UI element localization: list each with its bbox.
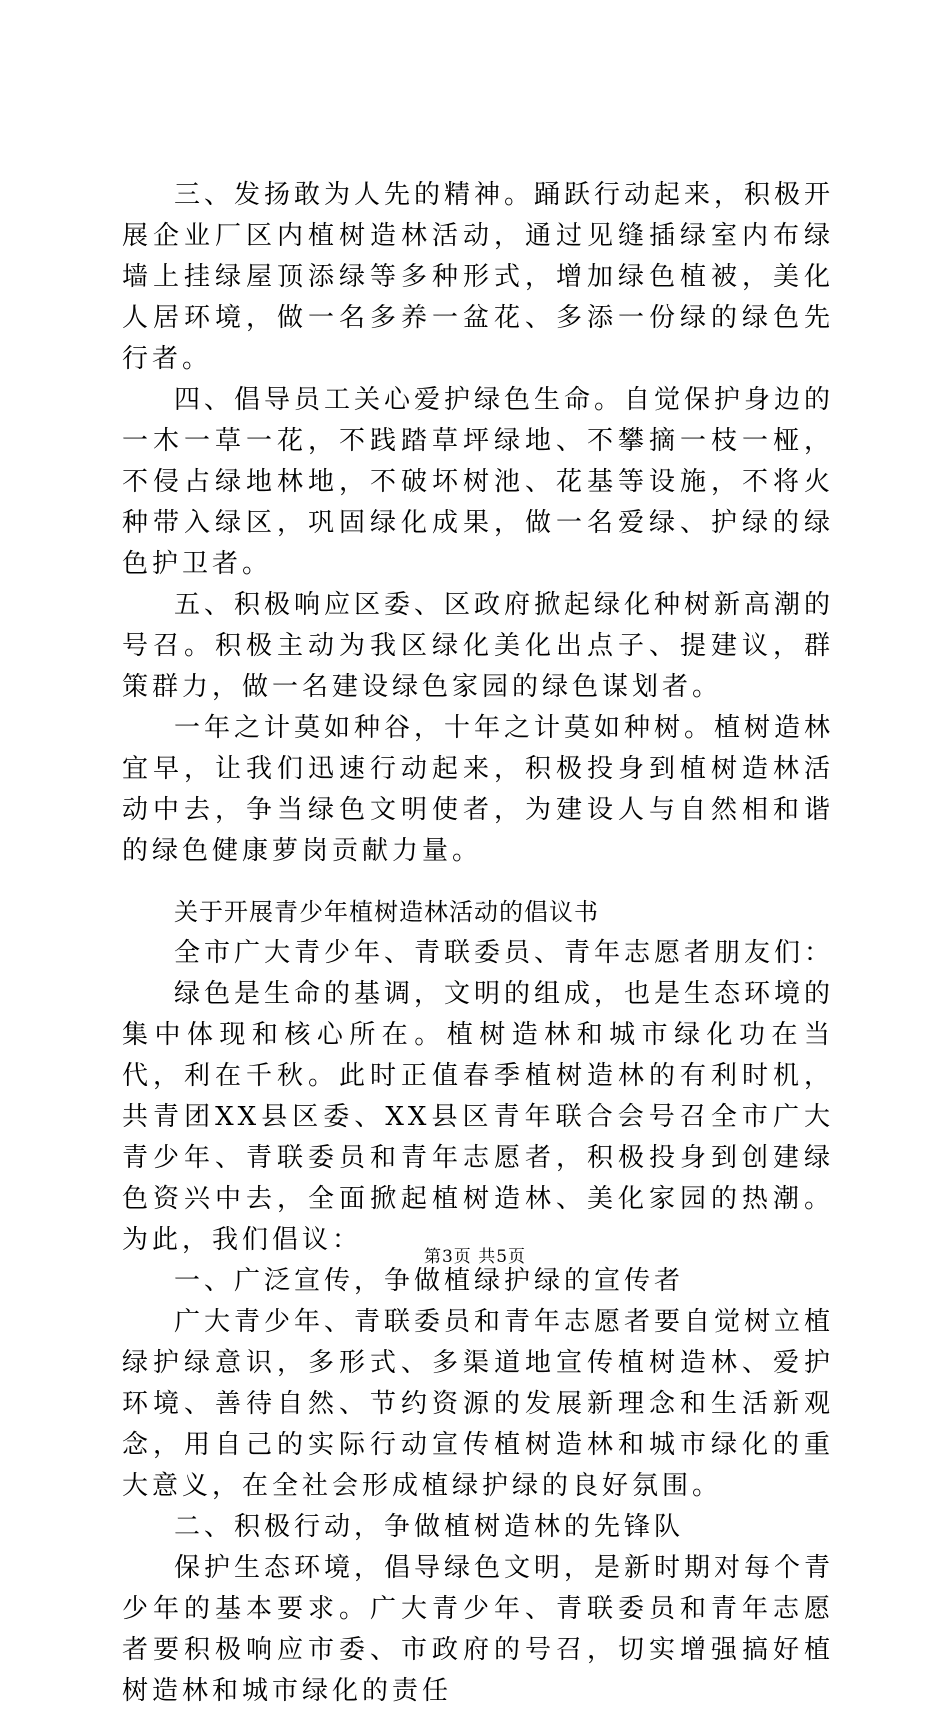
- paragraph-point-five: 五、积极响应区委、区政府掀起绿化种树新高潮的号召。积极主动为我区绿化美化出点子、提建议，群策群力，做一名建设绿色家园的绿色谋划者。: [122, 590, 835, 702]
- document-body: [122, 175, 834, 1712]
- paragraph-closing: 一年之计莫如种谷，十年之计莫如种树。植树造林宜早，让我们迅速行动起来，积极投身到植树造林活动中去，争当绿色文明使者，为建设人与自然相和谐的绿色健康萝岗贡献力量。: [122, 713, 835, 866]
- page-number-footer: 第3页 共5页: [423, 1247, 527, 1267]
- paragraph-point-one: 广大青少年、青联委员和青年志愿者要自觉树立植绿护绿意识，多形式、多渠道地宣传植树造林、爱护环境、善待自然、节约资源的发展新理念和生活新观念，用自己的实际行动宣传植树造林和城市绿化的重大意义，在全社会形成植绿护绿的良好氛围。: [122, 1307, 835, 1501]
- paragraph-point-four: 四、倡导员工关心爱护绿色生命。自觉保护身边的一木一草一花，不践踏草坪绿地、不攀摘一枝一桠，不侵占绿地林地，不破坏树池、花基等设施，不将火种带入绿区，巩固绿化成果，做一名爱绿、护绿的绿色护卫者。: [122, 385, 835, 579]
- paragraph-point-two: 保护生态环境，倡导绿色文明，是新时期对每个青少年的基本要求。广大青少年、青联委员和青年志愿者要积极响应市委、市政府的号召，切实增强搞好植树造林和城市绿化的责任: [122, 1553, 835, 1706]
- heading-point-one: 一、广泛宣传，争做植绿护绿的宣传者: [174, 1266, 685, 1296]
- salutation: 全市广大青少年、青联委员、青年志愿者朋友们：: [174, 938, 835, 968]
- section-title: 关于开展青少年植树造林活动的倡议书: [174, 898, 599, 926]
- heading-point-two: 二、积极行动，争做植树造林的先锋队: [174, 1512, 685, 1542]
- paragraph-intro: 绿色是生命的基调，文明的组成，也是生态环境的集中体现和核心所在。植树造林和城市绿化功在当代，利在千秋。此时正值春季植树造林的有利时机，共青团XX县区委、XX县区青年联合会号召全市广大青少年、青联委员和青年志愿者，积极投身到创建绿色资兴中去，全面掀起植树造林、美化家园的热潮。为此，我们倡议：: [122, 979, 835, 1255]
- paragraph-point-three: 三、发扬敢为人先的精神。踊跃行动起来，积极开展企业厂区内植树造林活动，通过见缝插绿室内布绿墙上挂绿屋顶添绿等多种形式，增加绿色植被，美化人居环境，做一名多养一盆花、多添一份绿的绿色先行者。: [122, 180, 835, 374]
